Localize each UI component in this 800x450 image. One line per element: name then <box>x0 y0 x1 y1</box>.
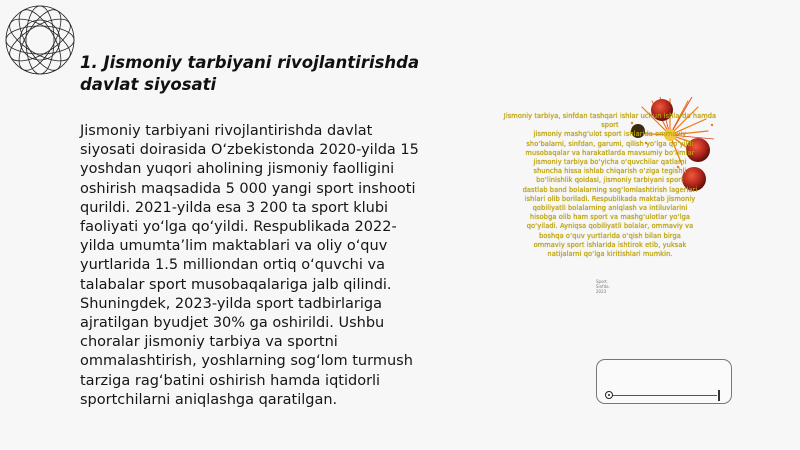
slide-title: 1. Jismoniy tarbiyani rivojlantirishda davlat siyosati <box>80 53 420 94</box>
art-caption: Sport. Sinfda. 2023 <box>596 279 610 294</box>
circular-ornament-icon <box>4 4 76 76</box>
art-gold-text: Jismoniy tarbiya, sinfdan tashqari ishlar uchun ishlarda hamda sport jismoniy mashg‘ulot sport ishlarida ommaviy sho‘balarni, sinfdan, garumi, qilish yo‘lga qo‘yildi musobaqalar va harakatlarda mavsumiy bo‘limlar jismoniy tarbiya bo‘yicha o‘quvchilar qatlami shuncha hissa ishlab chiqarish o‘ziga tegishli bo‘linishlik qoidasi, jismoniy tarbiyani sport dastlab band bolalarning sog‘lomlashtirish lagerlari ishlari olib boriladi. Respublikada maktab jismoniy qobiliyatli bolalarning aniqlash va intiluvlarini hisobga olib ham sport va mashg‘ulotlar yo‘lga qo‘yiladi. Ayniqsa qobiliyatli bolalar, ommaviy va boshqa o‘quv yurtlarida o‘qish bilan birga ommaviy sport ishlarida ishtirok etib, yuksak natijalarni qo‘lga kiritishlari mumkin. <box>503 112 717 259</box>
media-slider[interactable] <box>596 359 732 404</box>
slider-end-marker <box>718 390 720 401</box>
slide-body-text: Jismoniy tarbiyani rivojlantirishda davlat siyosati doirasida O‘zbekistonda 2020-yilda 15 yoshdan yuqori aholining jismoniy faolligini oshirish maqsadida 5 000 yangi sport inshooti qurildi. 2021-yilda esa 3 200 ta sport klubi faoliyati yo‘lga qo‘yildi. Respublikada 2022-yilda umumta’lim maktablari va oliy o‘quv yurtlarida 1.5 milliondan ortiq o‘quvchi va talabalar sport musobaqalariga jalb qilindi. Shuningdek, 2023-yilda sport tadbirlariga ajratilgan byudjet 30% ga oshirildi. Ushbu choralar jismoniy tarbiya va sportni ommalashtirish, yoshlarning sog‘lom turmush tarziga rag‘batini oshirish hamda iqtidorli sportchilarni aniqlashga qaratilgan. <box>80 123 419 408</box>
slider-knob-icon[interactable] <box>605 391 613 399</box>
slider-track[interactable] <box>609 395 717 396</box>
